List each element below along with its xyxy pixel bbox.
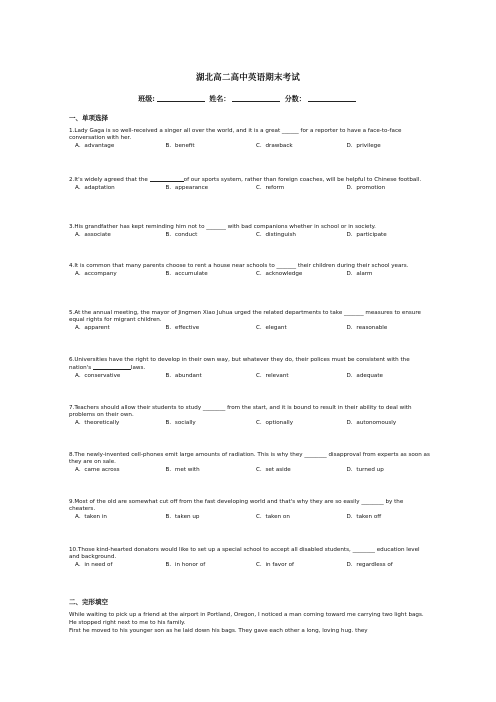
name-label: 姓名： xyxy=(209,94,231,103)
question-options xyxy=(69,143,431,150)
option-c: C．in favor of xyxy=(256,562,294,569)
option-b: B．effective xyxy=(165,325,200,332)
question-9 xyxy=(69,499,431,521)
option-d: D．privilege xyxy=(346,143,381,150)
option-c: C．drawback xyxy=(256,143,293,150)
option-b: B．accumulate xyxy=(165,270,208,277)
option-a: A．came across xyxy=(75,467,120,474)
question-options xyxy=(69,325,431,332)
option-b: B．met with xyxy=(165,467,200,474)
option-a: A．advantage xyxy=(75,143,115,150)
option-a: A．in need of xyxy=(75,562,113,569)
option-b: B．abundant xyxy=(165,373,202,380)
option-a: A．associate xyxy=(75,231,111,238)
option-c: C．set aside xyxy=(256,467,291,474)
question-options xyxy=(69,185,431,192)
score-blank xyxy=(308,94,356,102)
student-info-line xyxy=(0,94,496,104)
question-options xyxy=(69,373,431,380)
option-b: B．conduct xyxy=(165,231,198,238)
option-c: C．elegant xyxy=(256,325,287,332)
answer-blank xyxy=(93,364,131,370)
option-b: B．appearance xyxy=(165,184,209,191)
passage-line: While waiting to pick up a friend at the airport in Portland, Oregon, I noticed a man coming toward me carrying two light bags. He stopped right next to me to his family. xyxy=(69,612,424,627)
option-c: C．acknowledge xyxy=(256,270,303,277)
question-8 xyxy=(69,452,431,474)
option-d: D．turned up xyxy=(346,467,384,474)
option-d: D．taken off xyxy=(346,514,382,521)
question-options xyxy=(69,271,431,278)
option-a: A．conservative xyxy=(75,373,121,380)
option-b: B．in honor of xyxy=(165,562,206,569)
option-a: A．accompany xyxy=(75,270,117,277)
question-stem: 7.Teachers should allow their students to study ________ from the start, and it is bound to result in their ability to deal with problems on their own. xyxy=(69,405,412,419)
question-5 xyxy=(69,310,431,332)
option-a: A．adaptation xyxy=(75,184,115,191)
option-d: D．adequate xyxy=(346,373,383,380)
question-6 xyxy=(69,357,431,380)
section-heading-single-choice: 一、单项选择 xyxy=(69,114,108,122)
option-c: C．optionally xyxy=(256,420,294,427)
question-stem: 9.Most of the old are somewhat cut off from the fast developing world and that's why they are so easily ________ by the cheaters. xyxy=(69,499,404,513)
question-4 xyxy=(69,263,431,278)
question-stem: 1.Lady Gaga is so well-received a singer all over the world, and it is a great ______ for a reporter to have a face-to-face conversation with her. xyxy=(69,128,402,142)
question-2 xyxy=(69,176,431,192)
option-c: C．reform xyxy=(256,184,285,191)
option-c: C．distinguish xyxy=(256,231,296,238)
page-title: 湖北高二高中英语期末考试 xyxy=(195,72,301,82)
question-stem: 6.Universities have the right to develop in their own way, but whatever they do, their polices must be consistent with the nation's laws. xyxy=(69,357,410,372)
passage-line: First he moved to his younger son as he laid down his bags. They gave each other a long, loving hug. they xyxy=(69,628,368,635)
option-a: A．apparent xyxy=(75,325,110,332)
question-stem: 3.His grandfather has kept reminding him not to _______ with bad companions whether in school or in society. xyxy=(69,224,376,230)
option-b: B．socially xyxy=(165,420,196,427)
question-options xyxy=(69,562,431,569)
cloze-passage xyxy=(69,611,431,636)
question-options xyxy=(69,514,431,521)
option-b: B．taken up xyxy=(165,514,200,521)
question-options xyxy=(69,420,431,427)
option-d: D．autonomously xyxy=(346,420,397,427)
question-stem: 2.It's widely agreed that the of our sports system, rather than foreign coaches, will be helpful to Chinese football. xyxy=(69,177,422,183)
option-d: D．participate xyxy=(346,231,387,238)
option-c: C．taken on xyxy=(256,514,290,521)
answer-blank xyxy=(150,176,184,182)
question-10 xyxy=(69,547,431,569)
option-a: A．taken in xyxy=(75,514,107,521)
section-heading-cloze: 二、完形填空 xyxy=(69,598,108,606)
option-b: B．benefit xyxy=(165,143,195,150)
question-stem: 5.At the annual meeting, the mayor of Jingmen Xiao Juhua urged the related departments to take _______ measures to ensure equal rights for migrant children. xyxy=(69,310,421,324)
class-label: 班级: xyxy=(138,94,155,103)
name-blank xyxy=(232,94,280,102)
class-blank xyxy=(157,94,205,102)
option-d: D．alarm xyxy=(346,270,373,277)
question-stem: 10.Those kind-hearted donators would like to set up a special school to accept all disabled students, ________ education level and background. xyxy=(69,547,420,561)
question-1 xyxy=(69,128,431,150)
score-label: 分数： xyxy=(284,94,306,103)
option-d: D．reasonable xyxy=(346,325,388,332)
question-stem: 8.The newly-invented cell-phones emit large amounts of radiation. This is why they ________ disapproval from experts as soon as they are on sale. xyxy=(69,452,430,466)
option-d: D．regardless of xyxy=(346,562,393,569)
question-3 xyxy=(69,224,431,239)
question-options xyxy=(69,467,431,474)
option-d: D．promotion xyxy=(346,184,386,191)
question-options xyxy=(69,232,431,239)
question-stem: 4.It is common that many parents choose to rent a house near schools to _______ their children during their school years. xyxy=(69,263,409,269)
option-a: A．theoretically xyxy=(75,420,120,427)
question-7 xyxy=(69,405,431,427)
option-c: C．relevant xyxy=(256,373,289,380)
